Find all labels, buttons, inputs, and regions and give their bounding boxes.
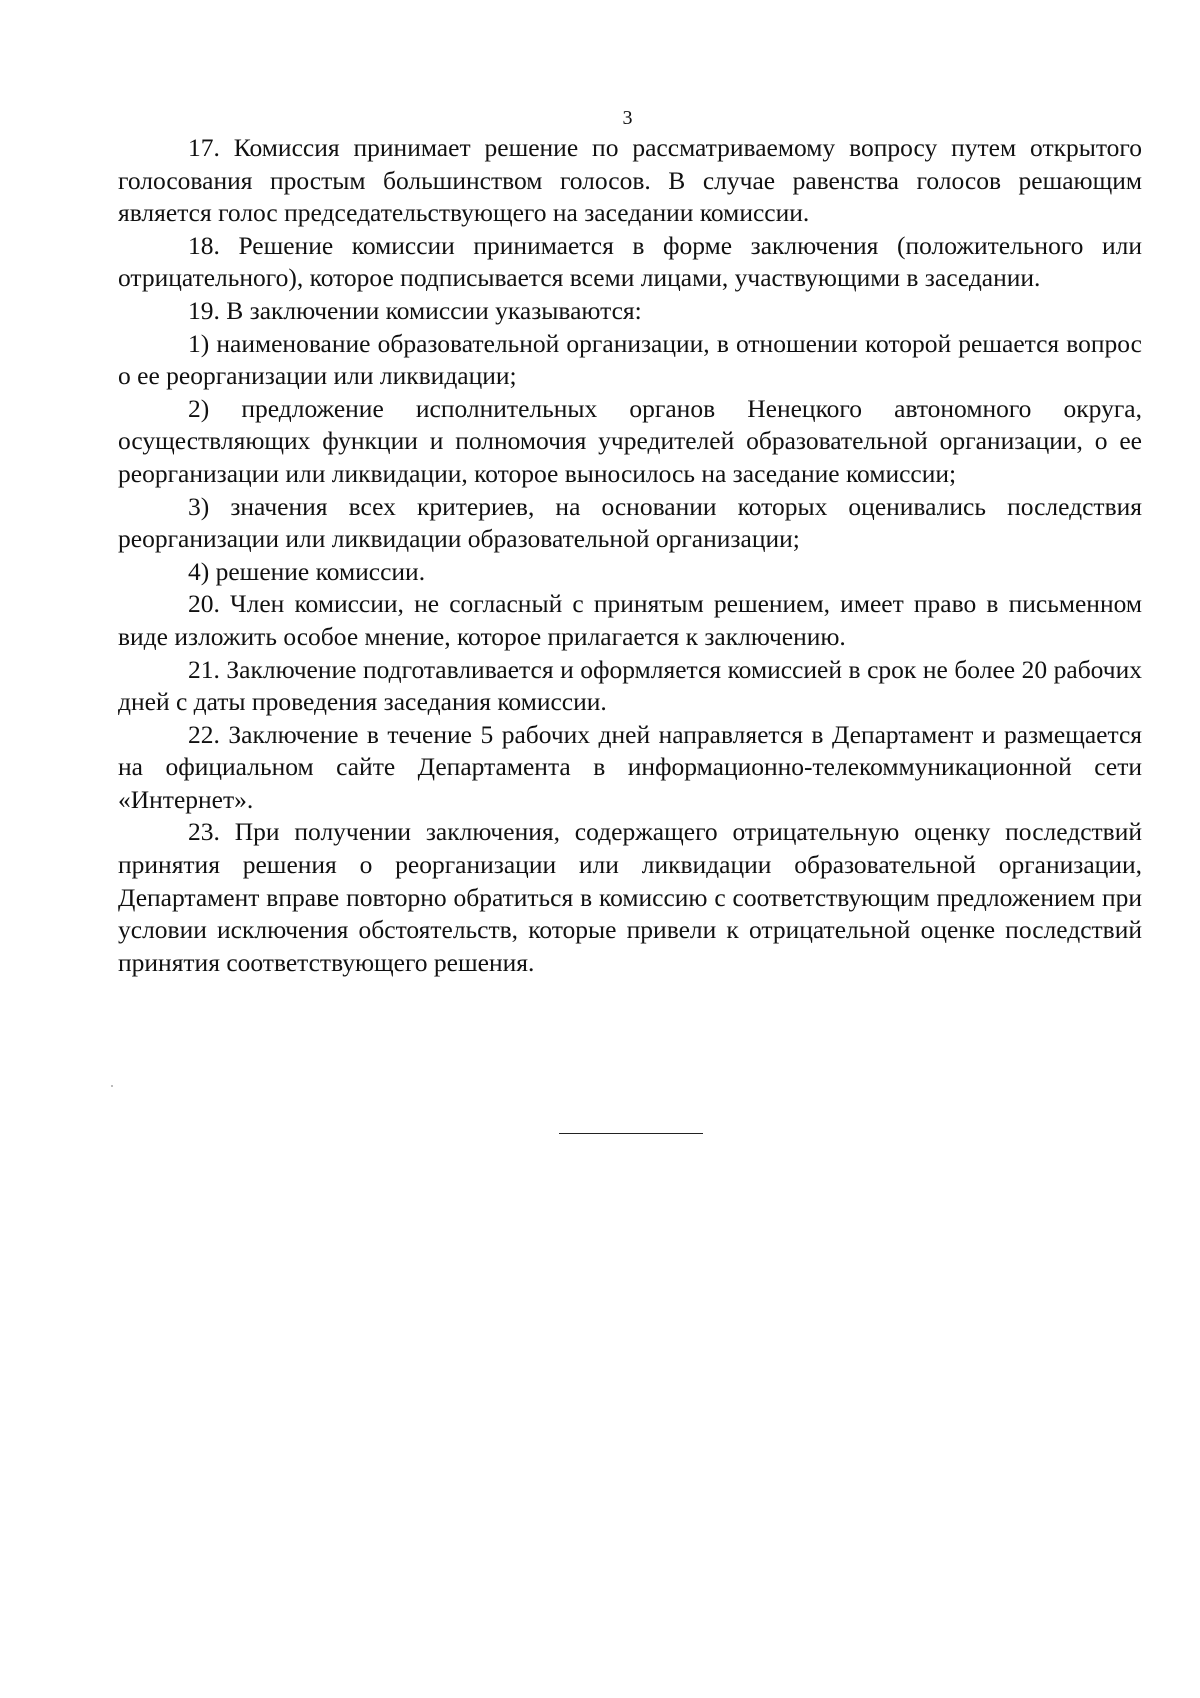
paragraph-21: 21. Заключение подготавливается и оформляется комиссией в срок не более 20 рабочих дней с даты проведения заседания комиссии.: [118, 654, 1142, 717]
paragraph-18: 18. Решение комиссии принимается в форме заключения (положительного или отрицательного), которое подписывается всеми лицами, участвующими в заседании.: [118, 230, 1142, 293]
list-item-1: 1) наименование образовательной организации, в отношении которой решается вопрос о ее реорганизации или ликвидации;: [118, 328, 1142, 391]
document-body: [118, 132, 1142, 979]
paragraph-23: 23. При получении заключения, содержащего отрицательную оценку последствий принятия решения о реорганизации или ликвидации образовательной организации, Департамент вправе повторно обратиться в комиссию с соответствующим предложением при условии исключения обстоятельств, которые привели к отрицательной оценке последствий принятия соответствующего решения.: [118, 817, 1142, 977]
paragraph-17: 17. Комиссия принимает решение по рассматриваемому вопросу путем открытого голосования простым большинством голосов. В случае равенства голосов решающим является голос председательствующего на заседании комиссии.: [118, 133, 1142, 228]
scan-artifact: [111, 1085, 113, 1087]
list-item-2: 2) предложение исполнительных органов Ненецкого автономного округа, осуществляющих функции и полномочия учредителей образовательной организации, о ее реорганизации или ликвидации, которое выносилось на заседание комиссии;: [118, 393, 1142, 488]
paragraph-20: 20. Член комиссии, не согласный с принятым решением, имеет право в письменном виде изложить особое мнение, которое прилагается к заключению.: [118, 589, 1142, 651]
paragraph-22: 22. Заключение в течение 5 рабочих дней направляется в Департамент и размещается на официальном сайте Департамента в информационно-телекоммуникационной сети «Интернет».: [118, 719, 1142, 814]
paragraph-19: 19. В заключении комиссии указываются:: [188, 295, 642, 325]
page-number: 3: [622, 107, 633, 129]
list-item-3: 3) значения всех критериев, на основании которых оценивались последствия реорганизации или ликвидации образовательной организации;: [118, 491, 1142, 554]
end-of-document-line: [559, 1133, 703, 1134]
list-item-4: 4) решение комиссии.: [188, 556, 426, 586]
